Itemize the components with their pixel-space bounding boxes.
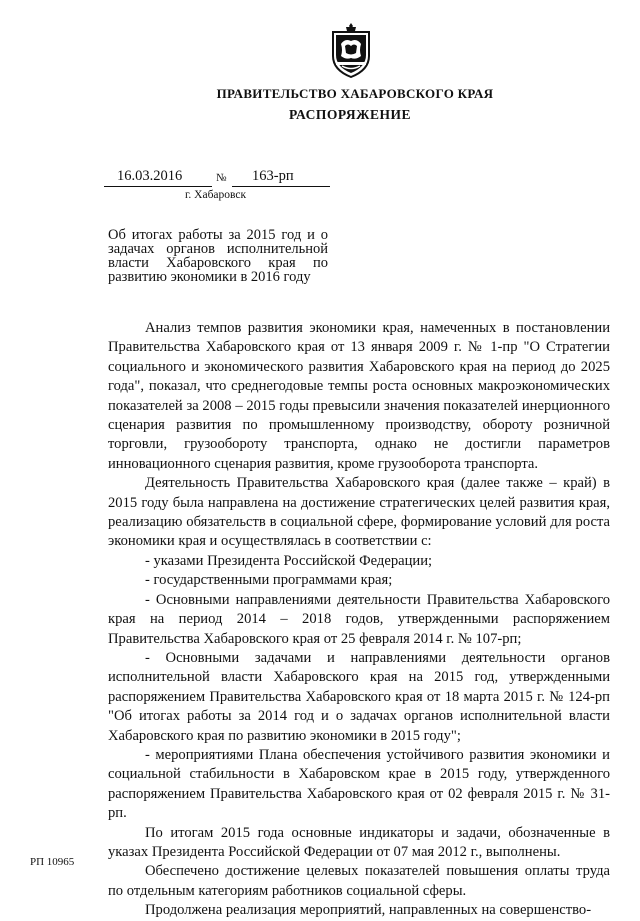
body-paragraph: Деятельность Правительства Хабаровского края (далее также – край) в 2015 году была направлена на достижение стратегических целей развития края, реализацию обязательств в социальной сфере, формирование условий для роста экономики края и осуществлялась в соответствии с: [108, 475, 610, 550]
document-code: РП 10965 [30, 856, 75, 868]
document-city: г. Хабаровск [185, 189, 247, 201]
list-item: - указами Президента Российской Федерации; [145, 552, 433, 569]
document-type: РАСПОРЯЖЕНИЕ [288, 107, 412, 122]
document-subject: Об итогах работы за 2015 год и о задачах органов исполнительной власти Хабаровского края по развитию экономики в 2016 году [108, 227, 328, 285]
document-number: 163-рп [252, 168, 294, 184]
body-paragraph: Обеспечено достижение целевых показателей повышения оплаты труда по отдельным категориям работников социальной сферы. [108, 863, 610, 899]
body-paragraph: По итогам 2015 года основные индикаторы и задачи, обозначенные в указах Президента Российской Федерации от 07 мая 2012 г., выполнены. [108, 824, 610, 860]
body-paragraph: Анализ темпов развития экономики края, намеченных в постановлении Правительства Хабаровского края от 13 января 2009 г. № 1-пр "О Стратегии социального и экономического развития Хабаровского края на период до 2025 года", показал, что среднегодовые темпы роста основных макроэкономических показателей за 2008 – 2015 годы превысили значения показателей инерционного сценария развития по промышленному производству, обороту розничной торговли, грузообороту транспорта, однако не достигли параметров инновационного сценария развития, кроме грузооборота транспорта. [108, 320, 610, 472]
government-name: ПРАВИТЕЛЬСТВО ХАБАРОВСКОГО КРАЯ [216, 86, 494, 101]
number-underline [232, 186, 330, 187]
number-sign: № [216, 172, 227, 184]
coat-of-arms-icon [330, 22, 372, 78]
list-item: - Основными направлениями деятельности Правительства Хабаровского края на период 2014 – 2018 годов, утвержденными распоряжением Правительства Хабаровского края от 25 февраля 2014 г. № 107-рп; [108, 591, 610, 647]
body-paragraph: Продолжена реализация мероприятий, направленных на совершенство- [145, 902, 592, 919]
document-date: 16.03.2016 [117, 168, 183, 184]
list-item: - Основными задачами и направлениями деятельности органов исполнительной власти Хабаровского края на 2015 год, утвержденными распоряжением Правительства Хабаровского края от 18 марта 2015 г. № 124-рп "Об итогах работы за 2014 год и о задачах органов исполнительной власти Хабаровского края по развитию экономики в 2015 году"; [108, 649, 610, 744]
date-underline [104, 186, 212, 187]
list-item: - мероприятиями Плана обеспечения устойчивого развития экономики и социальной стабильности в Хабаровском крае в 2015 году, утвержденного распоряжением Правительства Хабаровского края от 02 февраля 2015 г. № 31-рп. [108, 746, 610, 822]
document-body [108, 319, 610, 921]
list-item: - государственными программами края; [145, 572, 393, 589]
